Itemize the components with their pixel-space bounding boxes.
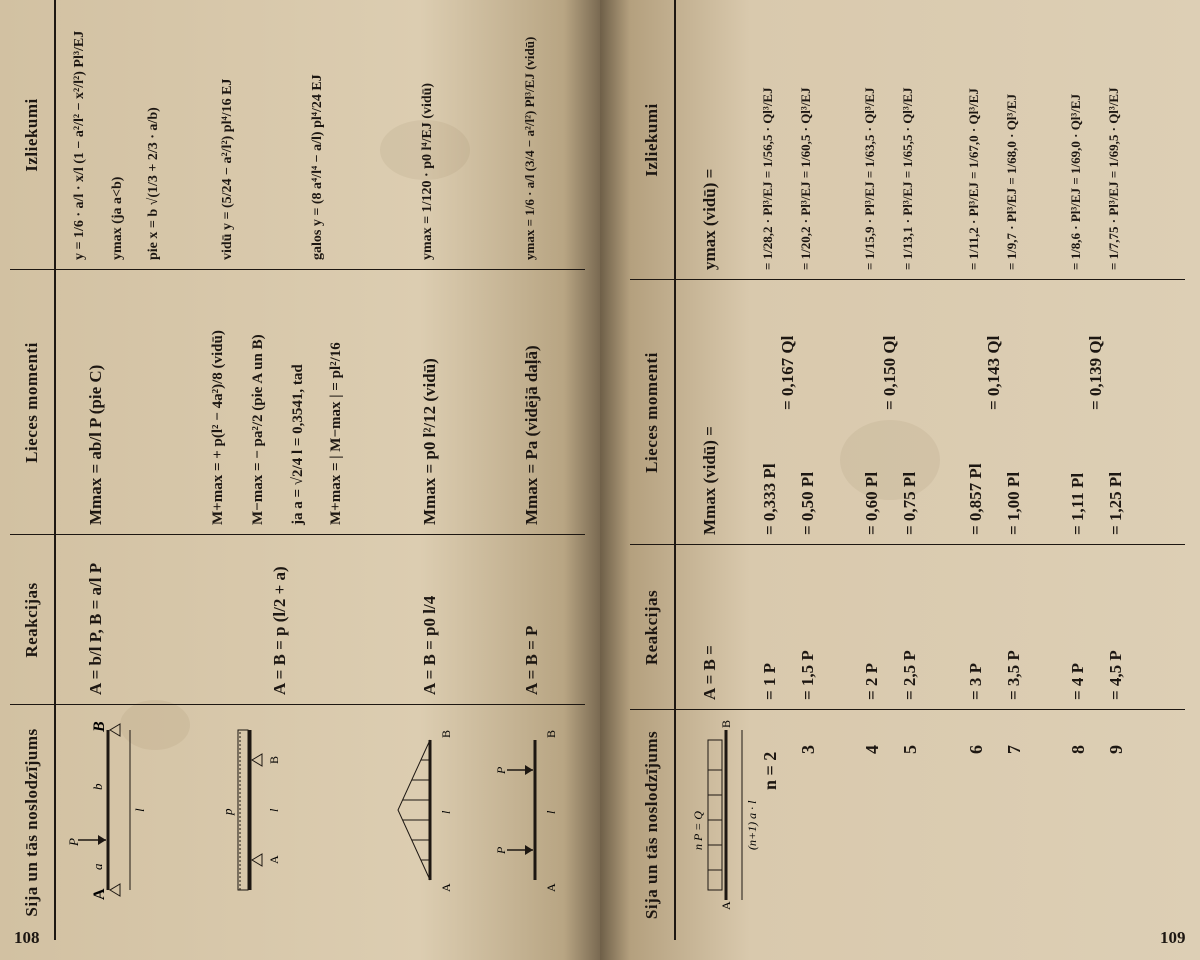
moment-group-value: = 0,139 Ql xyxy=(1086,335,1105,410)
moment-value: = 0,60 Pl xyxy=(862,471,881,535)
n-value: 9 xyxy=(1106,745,1126,754)
svg-text:A: A xyxy=(544,883,558,892)
reaction-value: = 3,5 P xyxy=(1004,650,1023,700)
moment-row2-c: ja a = √2/4 l = 0,3541, tad xyxy=(290,364,306,525)
moment-value: = 1,25 Pl xyxy=(1106,471,1125,535)
svg-text:A: A xyxy=(439,883,453,892)
table-frame xyxy=(10,0,585,940)
beam-diagram-overhang-uniform xyxy=(210,720,290,900)
header-deflections: Izliekumi xyxy=(642,103,661,177)
moment-group-value: = 0,150 Ql xyxy=(880,335,899,410)
svg-text:l: l xyxy=(544,810,558,814)
deflection-value: = 1/11,2 · Pl³/EJ = 1/67,0 · Ql³/EJ xyxy=(966,88,981,270)
svg-text:B: B xyxy=(544,729,558,738)
deflection-row3: ymax = 1/120 · p0 l⁴/EJ (vidū) xyxy=(420,82,435,260)
deflection-row2-b: galos y = (8 a⁴/l⁴ − a/l) pl⁴/24 EJ xyxy=(310,74,325,260)
beam-diagram-n-point-loads xyxy=(692,720,772,910)
moment-value: = 0,75 Pl xyxy=(900,471,919,535)
page-number: 108 xyxy=(14,928,40,947)
deflection-row4: ymax = 1/6 · a/l (3/4 − a²/l²) Pl³/EJ (vidū) xyxy=(522,36,537,260)
beam-diagram-triangular-load xyxy=(390,720,470,900)
header-moments: Lieces momenti xyxy=(22,342,41,463)
deflection-row2-a: vidū y = (5/24 − a²/l²) pl⁴/16 EJ xyxy=(220,78,235,260)
svg-text:A: A xyxy=(719,901,733,910)
n-value: 7 xyxy=(1004,745,1024,754)
n-value: 3 xyxy=(798,745,818,754)
header-moments: Lieces momenti xyxy=(642,352,661,473)
reaction-row3: A = B = p0 l/4 xyxy=(420,595,439,695)
moment-row1: Mmax = ab/l P (pie C) xyxy=(86,364,105,525)
svg-text:n P = Q: n P = Q xyxy=(691,811,705,850)
n-value: 4 xyxy=(862,745,882,754)
moment-group-value: = 0,143 Ql xyxy=(984,335,1003,410)
svg-text:P: P xyxy=(494,846,508,854)
svg-text:B: B xyxy=(439,729,453,738)
svg-text:B: B xyxy=(91,721,108,732)
svg-text:B: B xyxy=(719,719,733,728)
deflection-value: = 1/7,75 · Pl³/EJ = 1/69,5 · Ql³/EJ xyxy=(1106,87,1121,270)
svg-text:p: p xyxy=(220,808,235,815)
deflection-value: = 1/20,2 · Pl³/EJ = 1/60,5 · Ql³/EJ xyxy=(798,87,813,270)
reaction-row2: A = B = p (l/2 + a) xyxy=(270,566,289,695)
svg-text:(n+1) a · l: (n+1) a · l xyxy=(745,800,759,850)
reaction-value: = 2,5 P xyxy=(900,650,919,700)
page-number: 109 xyxy=(1160,928,1186,947)
n-value: 8 xyxy=(1068,745,1088,754)
svg-text:A: A xyxy=(267,855,281,864)
svg-text:b: b xyxy=(90,783,105,790)
moment-row4: Mmax = Pa (vidējā daļā) xyxy=(522,345,541,525)
column-divider xyxy=(10,534,585,535)
reaction-row4: A = B = P xyxy=(522,625,541,695)
column-divider xyxy=(10,269,585,270)
svg-text:a: a xyxy=(90,863,105,870)
column-divider xyxy=(630,709,1185,710)
header-beam: Sija un tās noslodzījums xyxy=(642,730,661,920)
beam-diagram-two-point-loads xyxy=(495,720,575,900)
header-reactions: Reakcijas xyxy=(22,582,41,658)
moment-row3: Mmax = p0 l²/12 (vidū) xyxy=(420,358,439,525)
reaction-value: = 3 P xyxy=(966,662,985,700)
right-table xyxy=(600,0,1200,960)
reaction-value: = 4,5 P xyxy=(1106,650,1125,700)
reaction-value: = 4 P xyxy=(1068,662,1087,700)
svg-text:P: P xyxy=(494,766,508,774)
reaction-row1: A = b/l P, B = a/l P xyxy=(86,562,105,695)
svg-text:l: l xyxy=(267,808,281,812)
svg-text:l: l xyxy=(439,810,453,814)
beam-diagram-point-load xyxy=(68,720,148,900)
reaction-value: = 2 P xyxy=(862,662,881,700)
moment-value: = 1,11 Pl xyxy=(1068,472,1087,535)
moment-value: = 0,333 Pl xyxy=(760,463,779,535)
deflection-value: = 1/15,9 · Pl³/EJ = 1/63,5 · Ql³/EJ xyxy=(862,87,877,270)
moment-value: = 0,50 Pl xyxy=(798,471,817,535)
moment-row2-a: M+max = + p(l² − 4a²)/8 (vidū) xyxy=(210,330,226,525)
svg-text:P: P xyxy=(66,838,81,846)
deflection-value: = 1/8,6 · Pl³/EJ = 1/69,0 · Ql³/EJ xyxy=(1068,93,1083,270)
column-divider xyxy=(630,544,1185,545)
n-value: 5 xyxy=(900,745,920,754)
deflection-row1-b: ymax (ja a<b) xyxy=(110,176,125,260)
deflection-row1-a: y = 1/6 · a/l · x/l (1 − a²/l² − x²/l²) Pl³/EJ xyxy=(72,30,87,260)
header-deflections: Izliekumi xyxy=(22,98,41,172)
moment-group-value: = 0,167 Ql xyxy=(778,335,797,410)
moment-head: Mmax (vidū) = xyxy=(700,426,719,535)
table-frame xyxy=(630,0,1185,940)
header-beam: Sija un tās noslodzījums xyxy=(22,728,41,917)
deflection-row1-c: pie x = b √(1/3 + 2/3 · a/b) xyxy=(146,107,161,260)
header-reactions: Reakcijas xyxy=(642,589,661,666)
deflection-value: = 1/13,1 · Pl³/EJ = 1/65,5 · Ql³/EJ xyxy=(900,87,915,270)
table-header xyxy=(630,0,676,940)
deflection-head: ymax (vidū) = xyxy=(700,168,719,270)
reaction-value: = 1 P xyxy=(760,662,779,700)
column-divider xyxy=(10,704,585,705)
n-value: 6 xyxy=(966,745,986,754)
svg-text:A: A xyxy=(91,888,108,900)
reaction-head: A = B = xyxy=(700,645,719,700)
reaction-value: = 1,5 P xyxy=(798,650,817,700)
svg-text:l: l xyxy=(132,808,147,812)
moment-row2-b: M−max = − pa²/2 (pie A un B) xyxy=(250,334,266,525)
moment-value: = 1,00 Pl xyxy=(1004,471,1023,535)
right-page xyxy=(600,0,1200,960)
svg-text:B: B xyxy=(267,755,281,764)
moment-row2-d: M+max = | M−max | = pl²/16 xyxy=(328,342,344,525)
column-divider xyxy=(630,279,1185,280)
deflection-value: = 1/9,7 · Pl³/EJ = 1/68,0 · Ql³/EJ xyxy=(1004,93,1019,270)
moment-value: = 0,857 Pl xyxy=(966,463,985,535)
deflection-value: = 1/28,2 · Pl³/EJ = 1/56,5 · Ql³/EJ xyxy=(760,87,775,270)
n-value: n = 2 xyxy=(760,751,780,790)
table-header xyxy=(10,0,56,940)
